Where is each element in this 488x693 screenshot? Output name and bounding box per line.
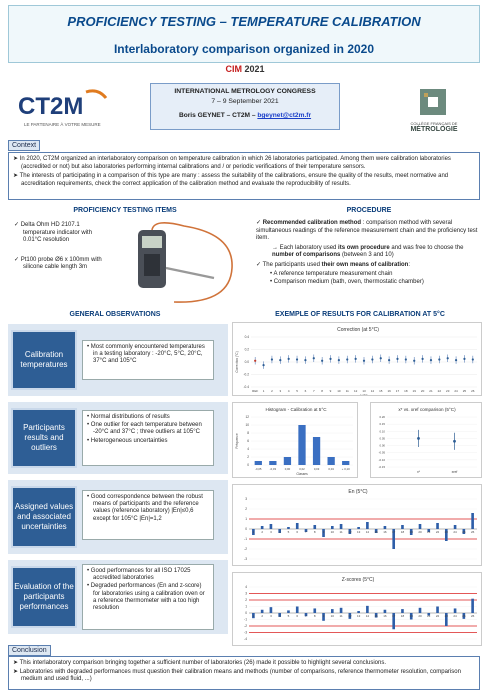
x-tick-label: 18	[400, 530, 405, 534]
en-bar	[296, 523, 299, 529]
procedure-p2: → Each laboratory used its own procedure and was free to choose the number of comparisons (between 3 and 10)	[272, 244, 464, 258]
procedure-p3: ✓ The participants used their own means of calibration:	[256, 261, 410, 268]
obs-block-3	[8, 480, 228, 554]
x-tick-label: 2	[261, 614, 263, 618]
en-bar	[471, 513, 474, 529]
obs-block-2-text: • Normal distributions of results • One outlier for each temperature between -20°C and 37°C ; three outliers at 105°C • Heterogeneous uncertainties	[82, 410, 214, 466]
procedure-bullet-1: • A reference temperature measurement chain	[270, 271, 393, 277]
data-point	[363, 360, 365, 362]
x-tick-label: 12	[348, 614, 352, 618]
cim-logo	[200, 64, 290, 74]
items-title: PROFICIENCY TESTING ITEMS	[73, 207, 177, 214]
x-tick-label: 0,04	[328, 467, 334, 471]
x-tick-label: 0,00	[284, 467, 291, 471]
x-tick-label: 15	[379, 389, 383, 393]
y-tick-label: 1	[245, 604, 247, 609]
zscore-bar	[471, 599, 474, 613]
zscore-bar	[357, 611, 360, 613]
en-bar	[331, 526, 334, 529]
header-banner	[8, 5, 480, 63]
en-chart-title: En (5°C)	[348, 489, 368, 495]
correction-chart	[232, 322, 482, 396]
data-point	[463, 358, 465, 360]
context-p2: ➤ The interests of participating in a comparison of this type are many : assess the suitability of the calibrations, ensure the quality of the results, meet normative and accreditation requirements, check the correct application of the calibration method and evaluate the reproducibility of results.	[13, 173, 449, 187]
data-point	[262, 364, 264, 366]
data-point	[430, 359, 432, 361]
data-point	[396, 358, 398, 360]
y-tick-label: 0.00	[379, 443, 385, 448]
data-point	[254, 360, 256, 362]
y-tick-label: 0.15	[379, 422, 385, 427]
x-tick-label: 4	[278, 530, 281, 534]
data-point	[447, 357, 449, 359]
y-tick-label: -0.15	[378, 465, 385, 469]
x-tick-label: -0,03	[269, 467, 277, 471]
x-tick-label: 26	[470, 614, 475, 618]
x-tick-label: 25	[462, 389, 467, 393]
y-axis-label: Correction (°C)	[235, 351, 239, 373]
y-axis-label: Fréquence	[235, 433, 239, 449]
ct2m-logo	[14, 86, 110, 132]
data-point	[371, 358, 373, 360]
y-tick-label: -0.2	[243, 372, 249, 377]
obs-block-4	[8, 560, 228, 634]
x-tick-label: 7	[305, 530, 307, 534]
x-tick-label: 25	[462, 530, 466, 534]
x-tick-label: 21	[427, 530, 431, 534]
data-point	[313, 357, 315, 359]
x-tick-label: 11	[345, 389, 349, 393]
zscore-bar	[366, 606, 369, 613]
histogram-bar	[328, 457, 335, 465]
x-tick-label: 8	[313, 530, 316, 534]
poster-title: PROFICIENCY TESTING – TEMPERATURE CALIBRATION	[67, 14, 421, 29]
data-point	[455, 359, 457, 361]
data-point	[288, 358, 290, 360]
context-label: Context	[8, 140, 40, 151]
y-tick-label: -0.4	[243, 385, 249, 389]
y-tick-label: 0.10	[379, 429, 385, 434]
ct2m-logo-graphic	[14, 86, 110, 132]
histogram-chart-title: Histogram - Calibration at 5°C	[265, 407, 327, 412]
ct2m-tagline: LE PARTENAIRE À VOTRE MESURE	[24, 122, 101, 127]
obs-block-2-label: Participants results and outliers	[11, 408, 77, 468]
x-tick-label: 15	[374, 530, 378, 534]
y-tick-label: -4	[244, 637, 247, 641]
x-tick-label: 20	[418, 530, 422, 534]
x-tick-label: 16	[387, 389, 391, 393]
data-point	[472, 358, 474, 360]
x-tick-label: REF	[252, 389, 259, 393]
data-point	[380, 357, 382, 359]
x-axis-label: Classes	[296, 472, 308, 476]
conclusion-box	[8, 656, 480, 690]
x-tick-label: 20	[420, 389, 425, 393]
y-tick-label: 2	[245, 598, 247, 602]
y-tick-label: -0.05	[378, 450, 385, 455]
data-point	[355, 358, 357, 360]
histogram-bar	[342, 461, 349, 465]
y-tick-label: 0.05	[379, 436, 385, 441]
en-bar	[436, 523, 439, 529]
x-tick-label: 20	[418, 614, 422, 618]
zscore-bar	[436, 607, 439, 614]
x-tick-label: 12	[348, 530, 352, 534]
x-tick-label: 2	[261, 530, 263, 534]
y-tick-label: 0	[245, 527, 247, 531]
x-tick-label: 3	[270, 530, 272, 534]
obs-block-4-text: • Good performances for all ISO 17025 accredited laboratories • Degraded performances (En and z-score) for laboratories using a calibration oven or a reference thermometer with a too high resolution	[82, 564, 214, 630]
y-tick-label: 2	[247, 455, 249, 459]
y-tick-label: -3	[244, 630, 247, 635]
y-tick-label: 10	[245, 423, 249, 427]
congress-name: INTERNATIONAL METROLOGY CONGRESS	[174, 88, 316, 95]
observations-title: GENERAL OBSERVATIONS	[69, 311, 161, 318]
author-name: Boris GEYNET – CT2M –	[178, 112, 258, 119]
x-tick-label: 17	[395, 389, 400, 393]
zscore-bar	[270, 607, 273, 613]
data-point	[413, 360, 415, 362]
histogram-chart	[232, 402, 358, 478]
x-tick-label: 6	[304, 389, 307, 393]
y-tick-label: 0	[245, 611, 247, 615]
x-tick-label: 21	[429, 389, 433, 393]
correction-chart-title: Correction (at 5°C)	[337, 327, 379, 333]
x-tick-label: 15	[374, 614, 378, 618]
x-tick-label: 24	[453, 530, 457, 534]
comparison-chart-title: x* vs. xref comparison (5°C)	[398, 407, 456, 412]
x-tick-label: 5	[296, 389, 298, 393]
x-tick-label: 19	[409, 530, 413, 534]
x-tick-label: 23	[444, 614, 448, 618]
x-tick-label: 2	[271, 389, 273, 393]
x-tick-label: 14	[370, 389, 375, 393]
y-tick-label: 4	[247, 447, 249, 451]
x-tick-label: 13	[356, 614, 361, 618]
data-point	[417, 437, 420, 440]
x-tick-label: x*	[416, 470, 421, 474]
x-tick-label: 26	[471, 389, 475, 393]
histogram-bar	[255, 461, 262, 465]
x-tick-label: 10	[330, 614, 334, 618]
zscore-bar	[340, 608, 343, 613]
zscore-chart-title: Z-scores (5°C)	[341, 577, 375, 583]
data-point	[329, 358, 331, 360]
x-axis-label: Labs	[360, 393, 368, 396]
cfm-logo-graphic	[398, 83, 470, 119]
x-tick-label: 14	[365, 614, 370, 618]
conclusion-p1: ➤ This interlaboratory comparison bringing together a sufficient number of laboratories (26) made it possible to highlight several conclusions.	[13, 660, 387, 666]
procedure-text	[256, 220, 482, 288]
histogram-bar	[284, 457, 291, 465]
data-point	[421, 358, 423, 360]
data-point	[279, 359, 281, 361]
x-tick-label: 17	[392, 614, 396, 618]
x-tick-label: 19	[409, 614, 413, 618]
y-tick-label: -1	[244, 617, 247, 622]
y-tick-label: 4	[245, 585, 247, 589]
y-tick-label: -2	[244, 547, 247, 551]
y-tick-label: 0.2	[244, 347, 249, 352]
x-tick-label: 0,03	[313, 467, 320, 471]
en-bar	[261, 526, 264, 529]
en-bar	[340, 524, 343, 529]
obs-block-1-label: Calibration temperatures	[11, 330, 77, 390]
x-tick-label: 8	[321, 389, 323, 393]
data-point	[346, 358, 348, 360]
x-tick-label: 1	[252, 614, 255, 618]
context-p1: ➤ In 2020, CT2M organized an interlaboratory comparison on temperature calibration in which 26 laboratories participated. Among them were calibration laboratories (accredited or not) but also laboratories performing internal calibrations and / or periodic verifications of their temperature sensors.	[13, 156, 451, 170]
x-tick-label: 9	[322, 614, 325, 618]
en-bar	[270, 524, 273, 529]
zscore-bar	[384, 610, 387, 613]
en-bar	[401, 525, 404, 529]
x-tick-label: 6	[296, 530, 299, 534]
poster-subtitle: Interlaboratory comparison organized in 2020	[113, 42, 375, 56]
congress-dates: 7 – 9 September 2021	[211, 98, 279, 105]
x-tick-label: 26	[470, 530, 475, 534]
zscore-bar	[287, 610, 290, 613]
x-tick-label: + 0,10	[341, 467, 350, 471]
zscore-bar	[454, 608, 457, 613]
x-tick-label: 7	[312, 389, 315, 393]
y-tick-label: 0.20	[379, 415, 385, 419]
procedure-bullet-2: • Comparison medium (bath, oven, thermostatic chamber)	[270, 278, 424, 285]
en-bar	[454, 525, 457, 529]
x-tick-label: 8	[313, 614, 316, 618]
x-tick-label: 7	[305, 614, 307, 618]
x-tick-label: 13	[362, 389, 366, 393]
x-tick-label: 24	[453, 614, 457, 618]
x-tick-label: 18	[400, 614, 405, 618]
x-tick-label: 16	[383, 530, 387, 534]
x-tick-label: 4	[287, 389, 290, 393]
x-tick-label: 14	[365, 530, 370, 534]
x-tick-label: 19	[412, 389, 416, 393]
obs-block-3-label: Assigned values and associated uncertainties	[11, 486, 77, 548]
y-tick-label: 8	[247, 431, 249, 435]
cfm-line2: MÉTROLOGIE	[410, 126, 458, 133]
y-tick-label: 2	[245, 507, 247, 511]
x-tick-label: 9	[329, 389, 332, 393]
data-point	[271, 358, 273, 360]
en-bar	[287, 527, 290, 529]
histogram-bar	[313, 437, 320, 465]
x-tick-label: 16	[383, 614, 387, 618]
data-point	[304, 359, 306, 361]
x-tick-label: 9	[322, 530, 325, 534]
x-tick-label: 25	[462, 614, 466, 618]
y-tick-label: 0.4	[244, 335, 249, 339]
data-point	[438, 358, 440, 360]
data-point	[453, 440, 456, 443]
y-tick-label: -2	[244, 624, 247, 628]
zscore-bar	[419, 608, 422, 613]
zscore-bar	[331, 609, 334, 613]
item-1: ✓ Delta Ohm HD 2107.1 temperature indicator with 0.01°C resolution	[14, 222, 93, 243]
x-tick-label: 11	[339, 530, 343, 534]
x-tick-label: 1	[262, 389, 265, 393]
x-tick-label: 22	[437, 389, 442, 393]
x-tick-label: 22	[435, 530, 440, 534]
data-point	[321, 360, 323, 362]
x-tick-label: 11	[339, 614, 343, 618]
histogram-bar	[298, 425, 305, 465]
y-tick-label: 0	[247, 463, 249, 467]
y-tick-label: 12	[245, 415, 249, 419]
y-tick-label: -3	[244, 557, 247, 561]
x-tick-label: 5	[287, 530, 290, 534]
y-tick-label: -1	[244, 537, 247, 541]
data-point	[296, 358, 298, 360]
y-tick-label: 3	[245, 497, 247, 501]
obs-block-3-text: • Good correspondence between the robust means of participants and the reference values (reference laboratory) |En|≤0,6 except for 105°C |En|=1,2	[82, 490, 214, 540]
data-point	[388, 359, 390, 361]
x-tick-label: 10	[330, 530, 334, 534]
cim-year: 2021	[244, 64, 265, 74]
zscore-bar	[313, 608, 316, 613]
x-tick-label: 22	[435, 614, 440, 618]
conclusion-label: Conclusion	[8, 645, 51, 656]
device-photo	[114, 218, 242, 310]
x-tick-label: 10	[337, 389, 341, 393]
x-tick-label: 5	[287, 614, 290, 618]
x-tick-label: 21	[427, 614, 431, 618]
y-tick-label: 1	[245, 517, 247, 521]
cim-prefix: CIM	[225, 64, 242, 74]
x-tick-label: 6	[296, 614, 299, 618]
zscore-chart	[232, 572, 482, 646]
zscore-bar	[401, 609, 404, 613]
x-tick-label: 3	[270, 614, 272, 618]
x-tick-label: 23	[444, 530, 448, 534]
y-tick-label: 0.0	[244, 360, 249, 364]
cfm-line1: COLLÈGE FRANÇAIS DE	[410, 121, 458, 126]
comparison-chart	[370, 402, 482, 478]
en-bar	[366, 522, 369, 529]
x-tick-label: -0,05	[255, 467, 262, 471]
x-tick-label: 23	[446, 389, 450, 393]
obs-block-2	[8, 402, 228, 474]
en-bar	[419, 524, 422, 529]
context-box	[8, 152, 480, 200]
en-bar	[313, 525, 316, 529]
results-title: EXEMPLE OF RESULTS FOR CALIBRATION AT 5°C	[275, 311, 445, 318]
x-tick-label: 17	[392, 530, 396, 534]
author-email-link[interactable]: bgeynet@ct2m.fr	[257, 112, 312, 119]
x-tick-label: 18	[404, 389, 408, 393]
x-tick-label: xref	[451, 470, 458, 474]
y-tick-label: 6	[247, 439, 249, 443]
zscore-bar	[261, 610, 264, 613]
x-tick-label: 0,02	[299, 467, 305, 471]
obs-block-4-label: Evaluation of the participants performances	[11, 566, 77, 628]
y-tick-label: -0.10	[378, 457, 385, 462]
ct2m-logo-text: CT2M	[18, 93, 84, 120]
obs-block-1-text: • Most commonly encountered temperatures in a testing laboratory : -20°C, 5°C, 20°C, 37°C and 105°C	[82, 340, 214, 380]
x-tick-label: 3	[279, 389, 282, 393]
obs-block-1	[8, 324, 228, 396]
y-tick-label: 3	[245, 591, 247, 596]
author-line	[151, 112, 339, 119]
x-tick-label: 13	[356, 530, 361, 534]
en-bar	[357, 527, 360, 529]
x-tick-label: 24	[454, 389, 458, 393]
procedure-title: PROCEDURE	[346, 207, 392, 214]
procedure-p1: ✓ Recommended calibration method : comparison method with several simultaneous readings of the reference measurement chain and the proficiency test item.	[256, 220, 478, 241]
en-chart	[232, 484, 482, 566]
x-tick-label: 12	[353, 389, 358, 393]
cfm-logo	[398, 83, 470, 139]
data-point	[405, 358, 407, 360]
zscore-bar	[296, 607, 299, 614]
conclusion-p2: ➤ Laboratories with degraded performances must question their calibration means and methods (number of comparisons, reference thermometer resolution, comparison medium and used fluid, ...)	[13, 668, 461, 682]
histogram-bar	[269, 461, 276, 465]
x-tick-label: 4	[278, 614, 281, 618]
x-tick-label: 1	[252, 530, 255, 534]
congress-box	[150, 83, 340, 130]
en-bar	[384, 526, 387, 529]
data-point	[338, 359, 340, 361]
item-2: ✓ Pt100 probe Ø6 x 100mm with silicone cable length 3m	[14, 256, 102, 270]
items-list	[14, 222, 110, 284]
